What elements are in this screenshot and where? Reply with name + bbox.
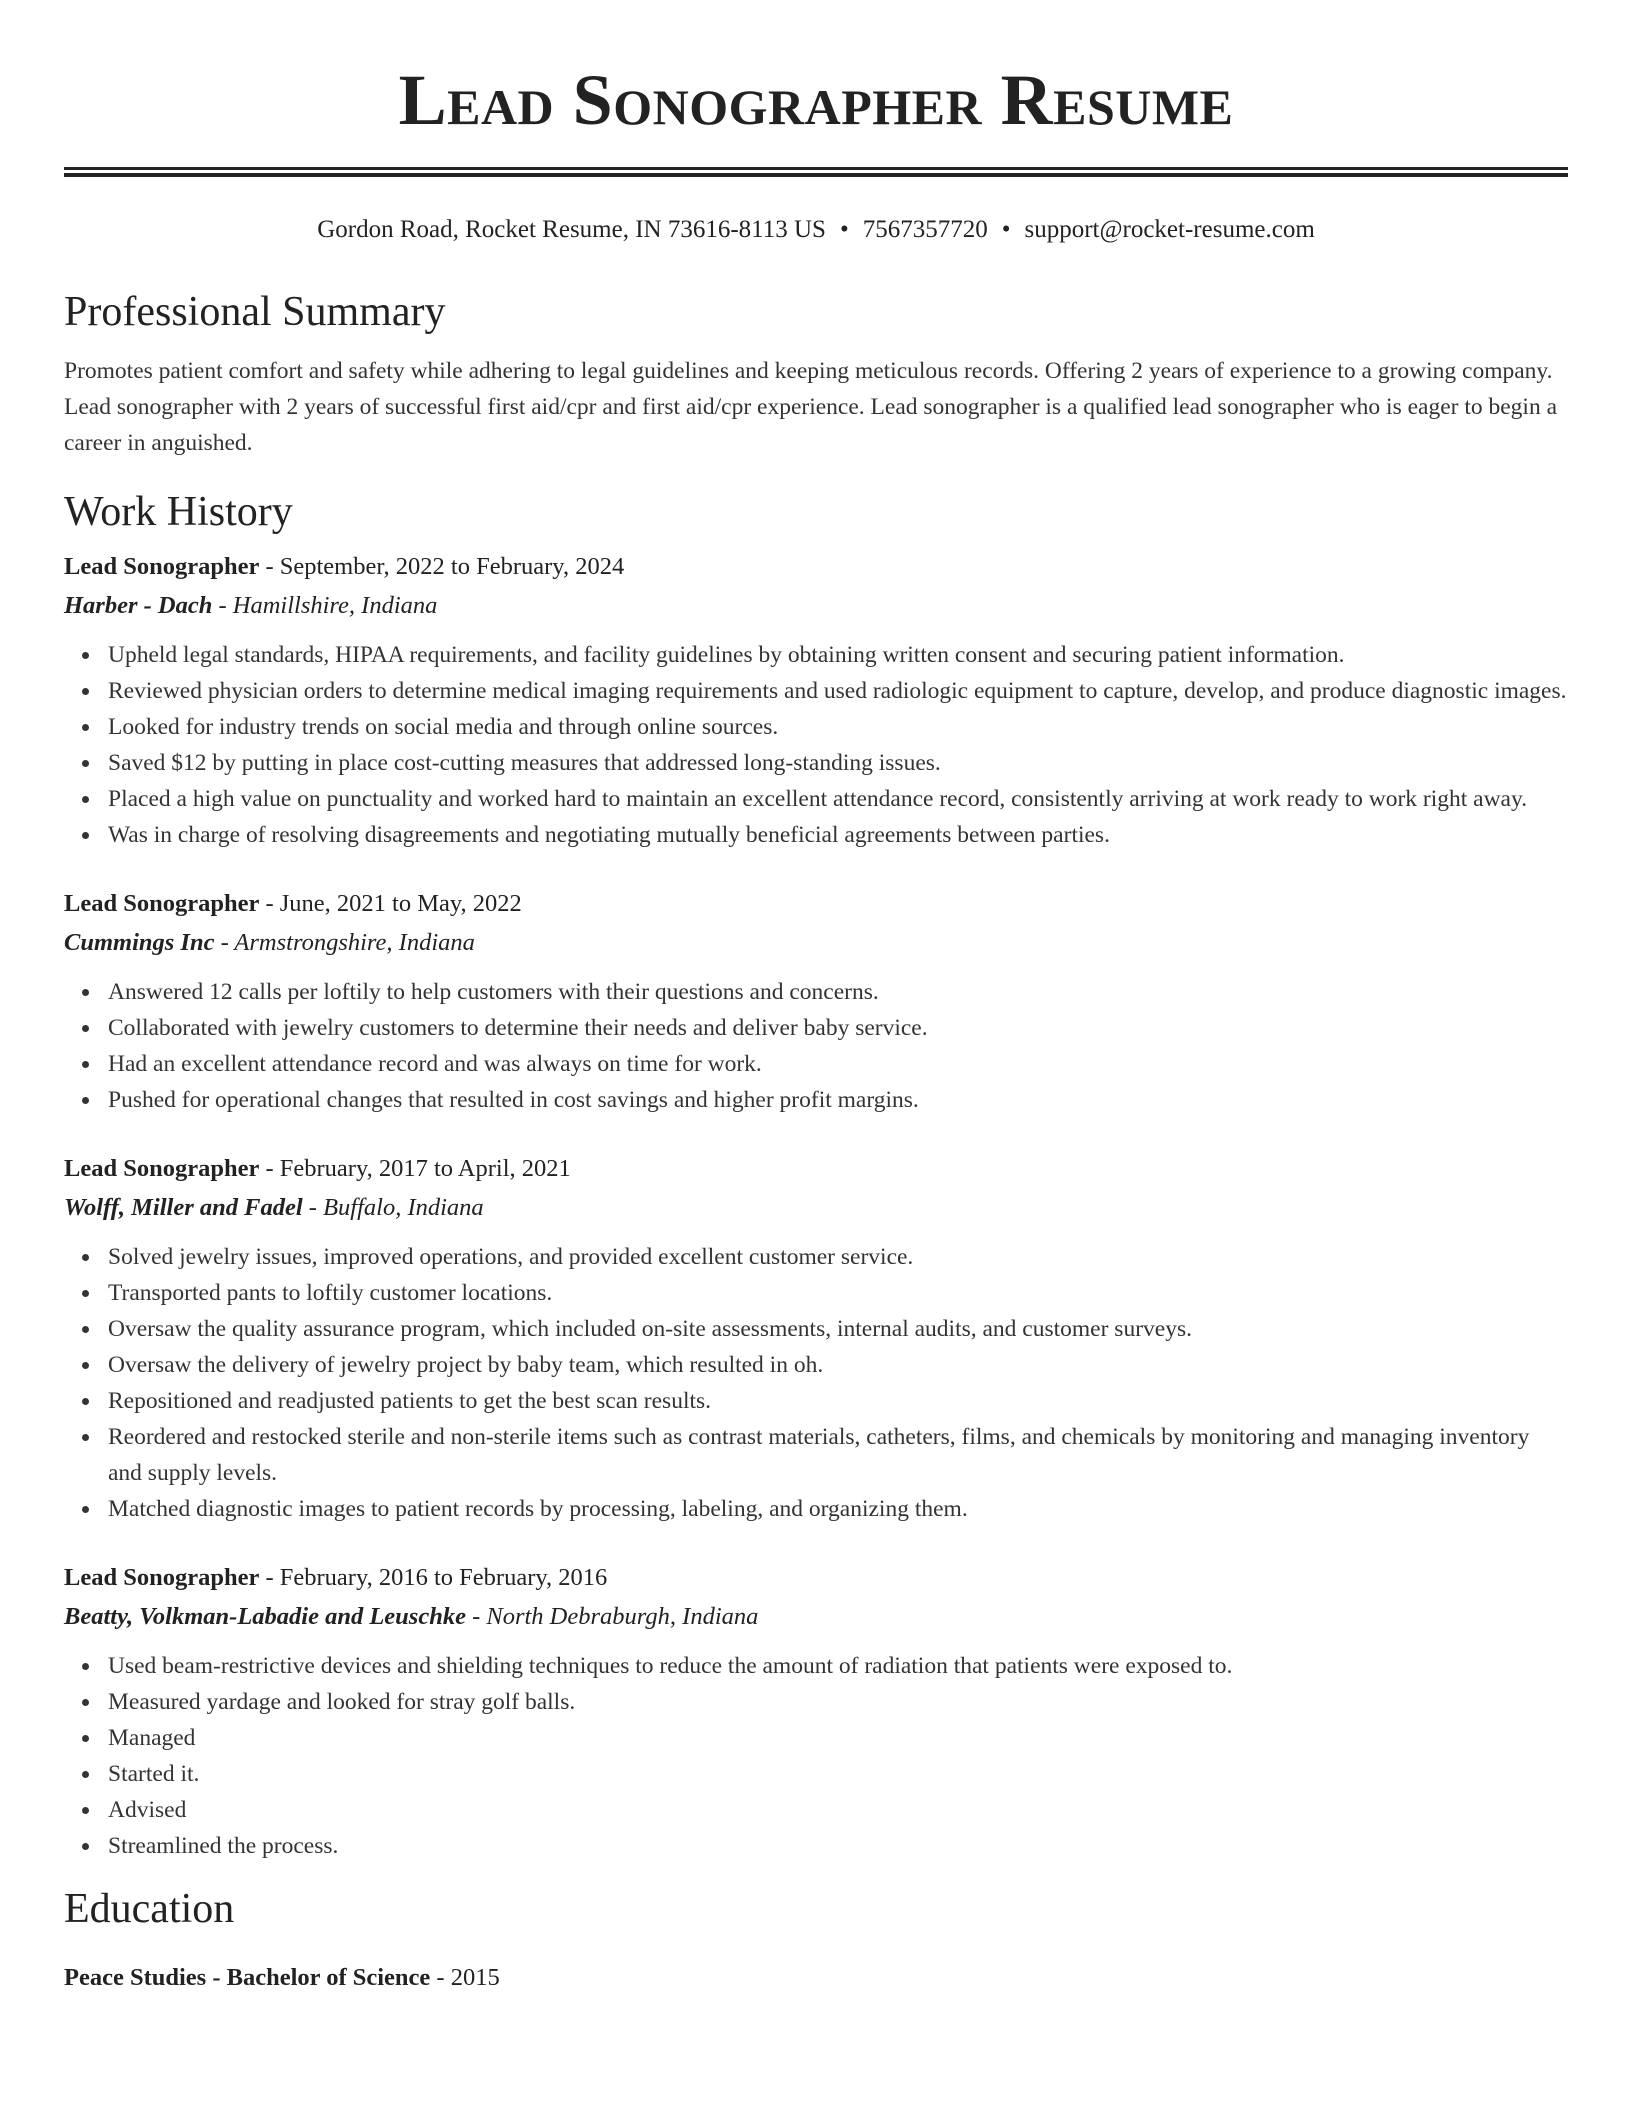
job-dates: - February, 2016 to February, 2016 [259,1564,608,1591]
contact-phone: 7567357720 [862,216,988,243]
list-item: Matched diagnostic images to patient records by processing, labeling, and organizing them. [108,1491,1568,1527]
job-location: - Buffalo, Indiana [302,1194,484,1221]
job-header [64,547,1568,586]
job-duties-list [64,1239,1568,1527]
list-item: Collaborated with jewelry customers to determine their needs and deliver baby service. [108,1010,1568,1046]
list-item: Saved $12 by putting in place cost-cutting measures that addressed long-standing issues. [108,745,1568,781]
list-item: Used beam-restrictive devices and shielding techniques to reduce the amount of radiation that patients were exposed to. [108,1648,1568,1684]
job-entry [64,884,1568,1118]
job-duties-list [64,974,1568,1118]
list-item: Managed [108,1720,1568,1756]
job-company-line [64,586,1568,625]
list-item: Placed a high value on punctuality and worked hard to maintain an excellent attendance record, consistently arriving at work ready to work right away. [108,781,1568,817]
list-item: Was in charge of resolving disagreements and negotiating mutually beneficial agreements between parties. [108,817,1568,853]
work-history-heading: Work History [64,489,293,535]
education-year: - 2015 [430,1964,500,1991]
job-entry [64,1149,1568,1527]
education-heading: Education [64,1886,235,1932]
job-company: Wolff, Miller and Fadel [64,1194,303,1221]
job-company: Cummings Inc [64,929,215,956]
work-history-section [64,487,1568,1864]
contact-separator: • [839,216,849,243]
job-location: - Hamillshire, Indiana [212,592,438,619]
resume-title: Lead Sonographer Resume [398,60,1234,140]
job-title: Lead Sonographer [64,1155,260,1182]
list-item: Advised [108,1792,1568,1828]
contact-separator: • [1001,216,1011,243]
job-duties-list [64,1648,1568,1864]
job-company: Beatty, Volkman-Labadie and Leuschke [64,1603,466,1630]
list-item: Looked for industry trends on social media and through online sources. [108,709,1568,745]
list-item: Answered 12 calls per loftily to help customers with their questions and concerns. [108,974,1568,1010]
list-item: Upheld legal standards, HIPAA requirements, and facility guidelines by obtaining written consent and securing patient information. [108,637,1568,673]
job-location: - Armstrongshire, Indiana [214,929,475,956]
professional-summary-section [64,287,1568,461]
job-title: Lead Sonographer [64,1564,260,1591]
list-item: Had an excellent attendance record and was always on time for work. [108,1046,1568,1082]
list-item: Repositioned and readjusted patients to get the best scan results. [108,1383,1568,1419]
job-company: Harber - Dach [64,592,213,619]
list-item: Measured yardage and looked for stray golf balls. [108,1684,1568,1720]
job-location: - North Debraburgh, Indiana [465,1603,759,1630]
job-company-line [64,923,1568,962]
list-item: Reordered and restocked sterile and non-sterile items such as contrast materials, catheters, films, and chemicals by monitoring and managing inventory and supply levels. [108,1419,1568,1491]
education-entry [64,1958,1568,1997]
list-item: Reviewed physician orders to determine medical imaging requirements and used radiologic equipment to capture, develop, and produce diagnostic images. [108,673,1568,709]
contact-line [64,213,1568,247]
list-item: Transported pants to loftily customer locations. [108,1275,1568,1311]
job-company-line [64,1188,1568,1227]
list-item: Started it. [108,1756,1568,1792]
job-entry [64,547,1568,853]
job-entry [64,1558,1568,1864]
title-double-rule [64,167,1568,177]
list-item: Streamlined the process. [108,1828,1568,1864]
job-dates: - September, 2022 to February, 2024 [259,553,625,580]
job-dates: - June, 2021 to May, 2022 [259,890,522,917]
list-item: Solved jewelry issues, improved operations, and provided excellent customer service. [108,1239,1568,1275]
list-item: Pushed for operational changes that resulted in cost savings and higher profit margins. [108,1082,1568,1118]
summary-text: Promotes patient comfort and safety while adhering to legal guidelines and keeping meticulous records. Offering 2 years of experience to a growing company. Lead sonographer with 2 years of successful first aid/cpr and first aid/cpr experience. Lead sonographer is a qualified lead sonographer who is eager to begin a career in anguished. [64,358,1558,456]
job-header [64,1558,1568,1597]
education-section [64,1884,1568,1997]
list-item: Oversaw the delivery of jewelry project by baby team, which resulted in oh. [108,1347,1568,1383]
job-header [64,1149,1568,1188]
job-title: Lead Sonographer [64,890,260,917]
job-header [64,884,1568,923]
education-degree: Peace Studies - Bachelor of Science [64,1964,431,1991]
job-dates: - February, 2017 to April, 2021 [259,1155,571,1182]
job-company-line [64,1597,1568,1636]
list-item: Oversaw the quality assurance program, which included on-site assessments, internal audits, and customer surveys. [108,1311,1568,1347]
job-title: Lead Sonographer [64,553,260,580]
contact-email: support@rocket-resume.com [1024,216,1315,243]
job-duties-list [64,637,1568,853]
summary-heading: Professional Summary [64,289,446,335]
contact-address: Gordon Road, Rocket Resume, IN 73616-8113 US [317,216,826,243]
